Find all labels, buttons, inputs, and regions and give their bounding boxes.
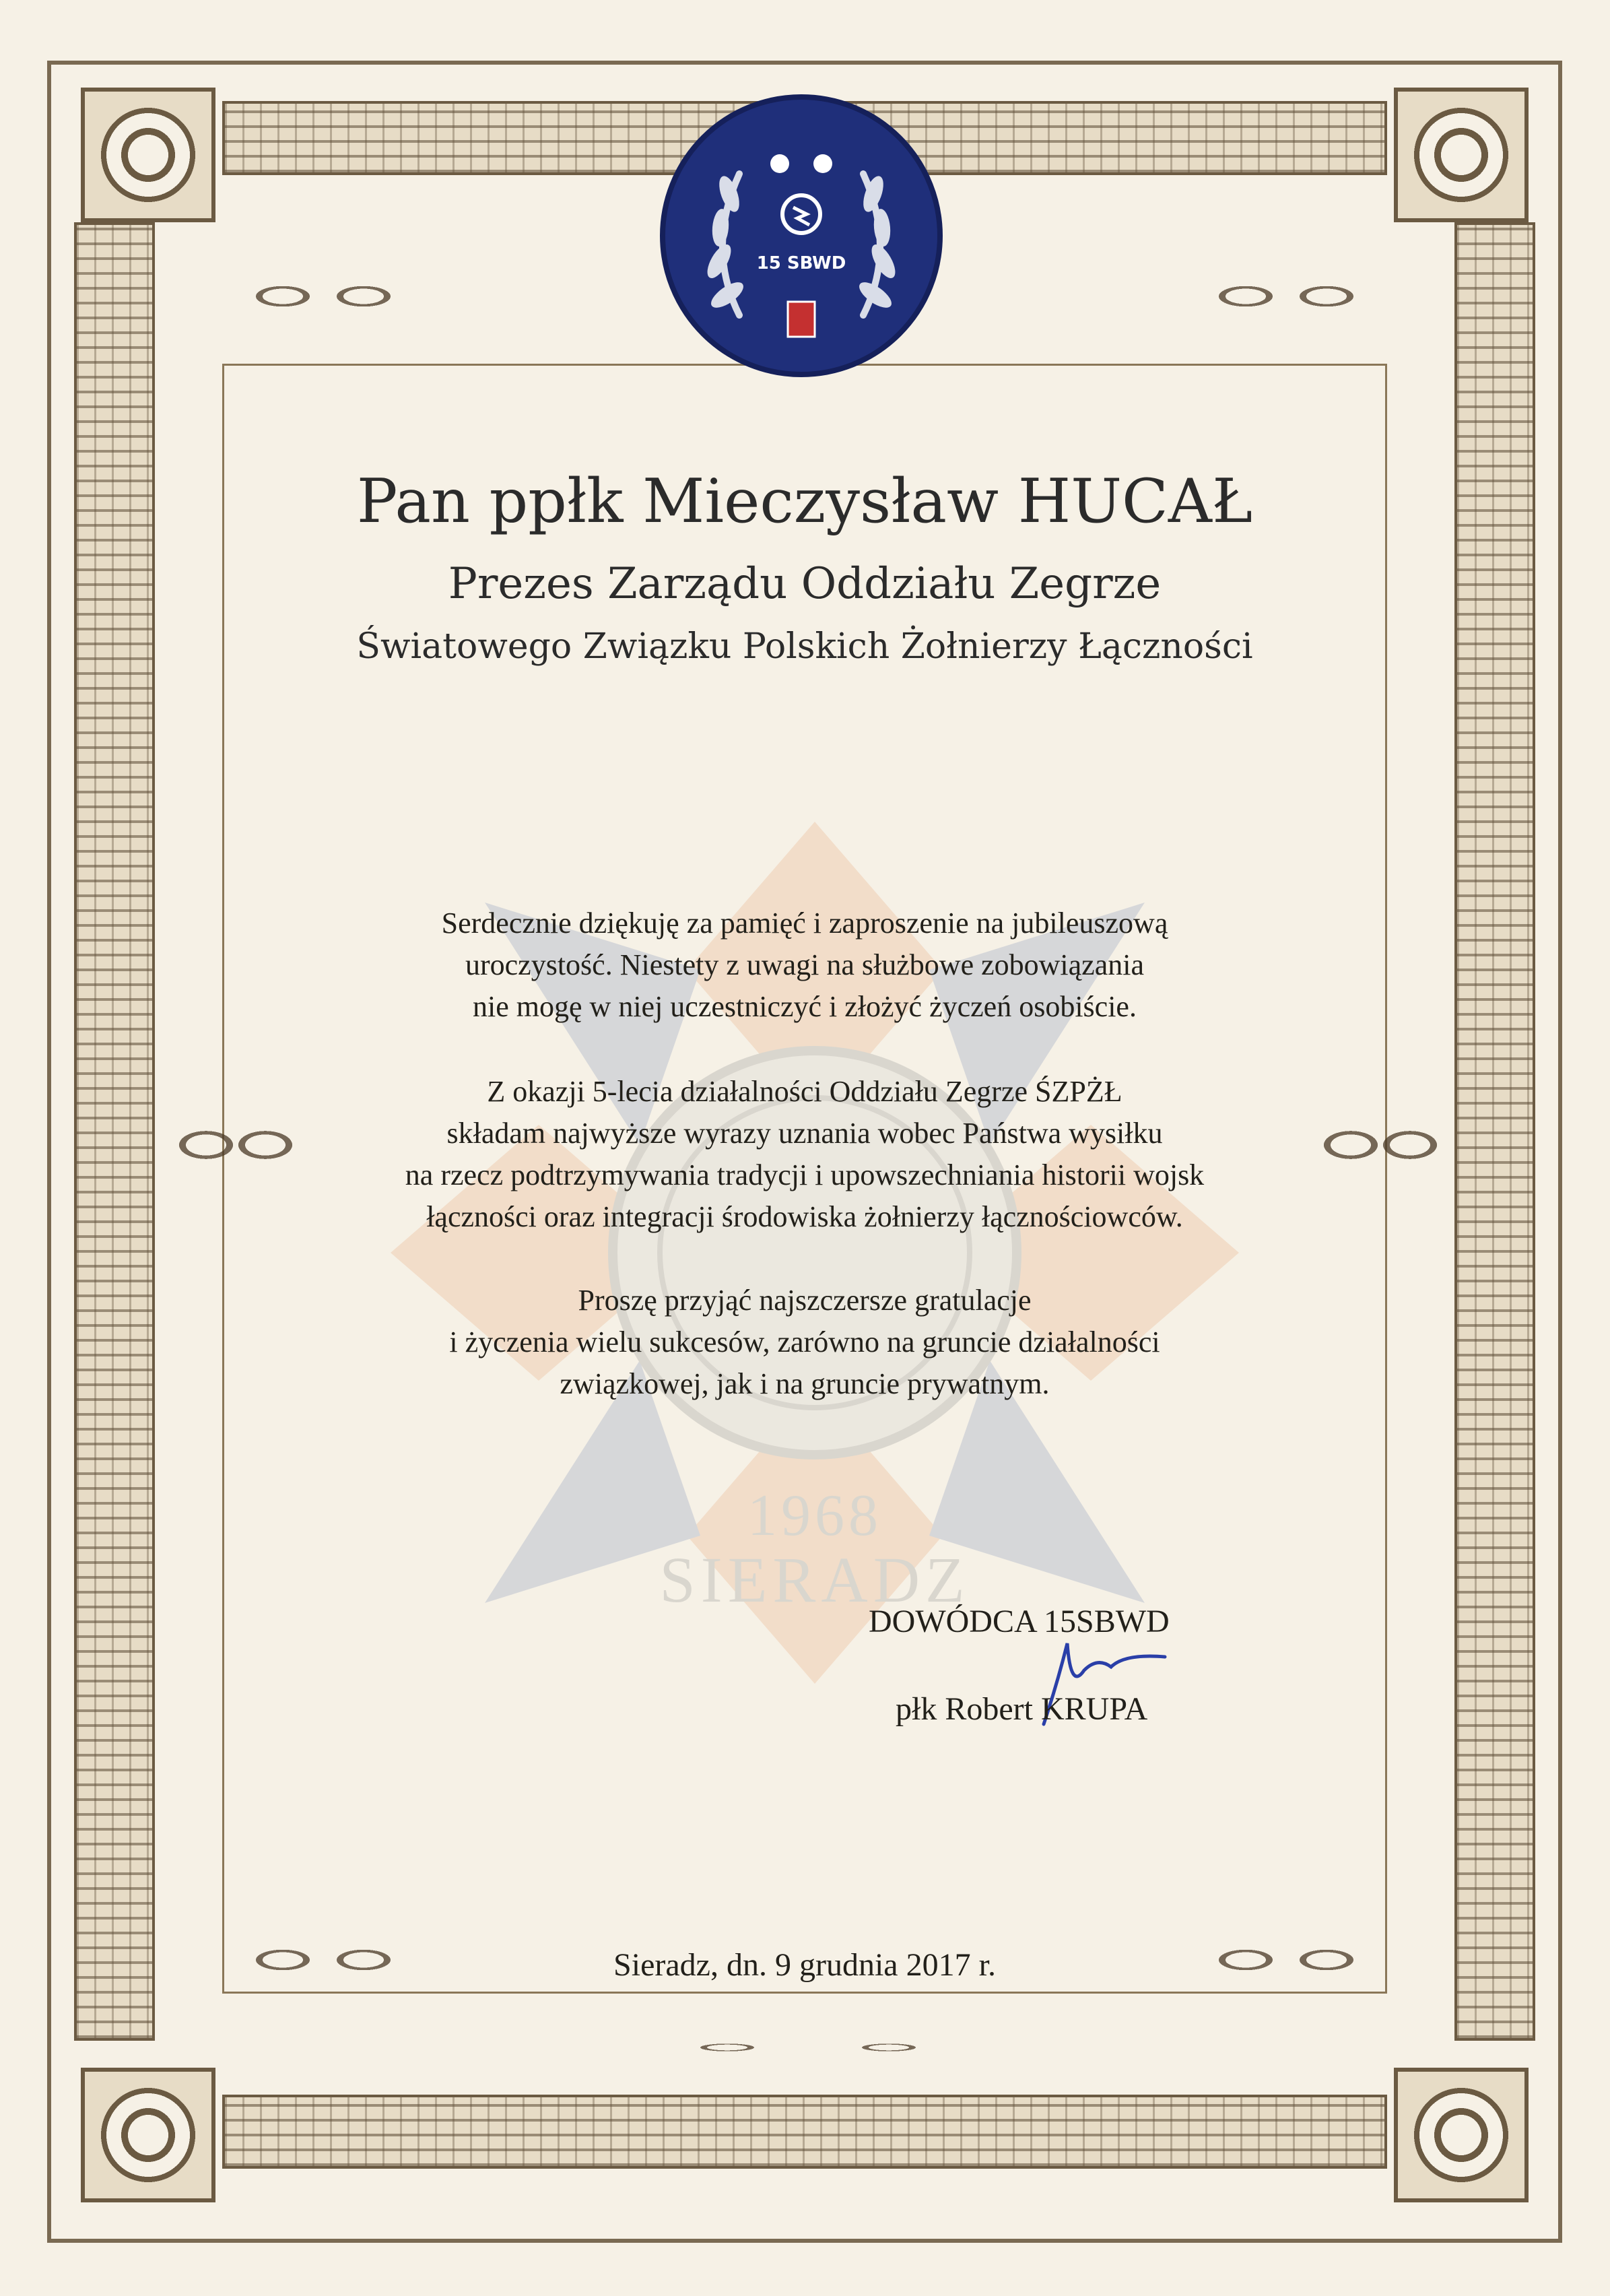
corner-ornament-bottom-right bbox=[1394, 2068, 1529, 2202]
place-date: Sieradz, dn. 9 grudnia 2017 r. bbox=[613, 1947, 996, 1983]
paragraph-line: na rzecz podtrzymywania tradycji i upowszechniania historii wojsk bbox=[405, 1158, 1205, 1191]
frame-band-right bbox=[1454, 222, 1535, 2041]
recipient-organization: Światowego Związku Polskich Żołnierzy Łączności bbox=[356, 626, 1253, 667]
paragraph-line: związkowej, jak i na gruncie prywatnym. bbox=[560, 1367, 1050, 1400]
paragraph-thanks bbox=[222, 903, 1387, 1028]
watermark-city: SIERADZ bbox=[659, 1544, 970, 1616]
scroll-ornament-bottom-center bbox=[606, 2007, 1010, 2088]
recipient-position: Prezes Zarządu Oddziału Zegrze bbox=[448, 559, 1162, 609]
unit-emblem bbox=[660, 94, 943, 377]
corner-ornament-bottom-left bbox=[81, 2068, 215, 2202]
corner-ornament-top-left bbox=[81, 88, 215, 222]
paragraph-line: i życzenia wielu sukcesów, zarówno na gruncie działalności bbox=[449, 1325, 1160, 1358]
paragraph-line: łączności oraz integracji środowiska żołnierzy łącznościowców. bbox=[426, 1200, 1183, 1233]
paragraph-line: składam najwyższe wyrazy uznania wobec Państwa wysiłku bbox=[446, 1117, 1163, 1150]
frame-band-left bbox=[74, 222, 155, 2041]
paragraph-line: uroczystość. Niestety z uwagi na służbowe zobowiązania bbox=[465, 948, 1144, 981]
scroll-ornament-top-right bbox=[1185, 242, 1387, 350]
paragraph-line: Proszę przyjąć najszczersze gratulacje bbox=[578, 1284, 1032, 1317]
frame-band-bottom bbox=[222, 2095, 1387, 2169]
corner-ornament-top-right bbox=[1394, 88, 1529, 222]
emblem-label: 15 SBWD bbox=[756, 253, 846, 273]
paragraph-line: nie mogę w niej uczestniczyć i złożyć życzeń osobiście. bbox=[473, 990, 1137, 1023]
signature-title: DOWÓDCA 15SBWD bbox=[869, 1604, 1170, 1639]
paragraph-congratulations bbox=[222, 1280, 1387, 1405]
paragraph-line: Z okazji 5-lecia działalności Oddziału Zegrze ŚZPŻŁ bbox=[487, 1075, 1122, 1108]
paragraph-recognition bbox=[222, 1071, 1387, 1238]
scroll-ornament-top-left bbox=[222, 242, 424, 350]
signature-name: płk Robert KRUPA bbox=[896, 1691, 1148, 1727]
watermark-year: 1968 bbox=[747, 1483, 882, 1548]
paragraph-line: Serdecznie dziękuję za pamięć i zaproszenie na jubileuszową bbox=[441, 907, 1168, 940]
laurel-wreath-icon bbox=[665, 100, 937, 372]
recipient-name: Pan ppłk Mieczysław HUCAŁ bbox=[356, 466, 1253, 537]
